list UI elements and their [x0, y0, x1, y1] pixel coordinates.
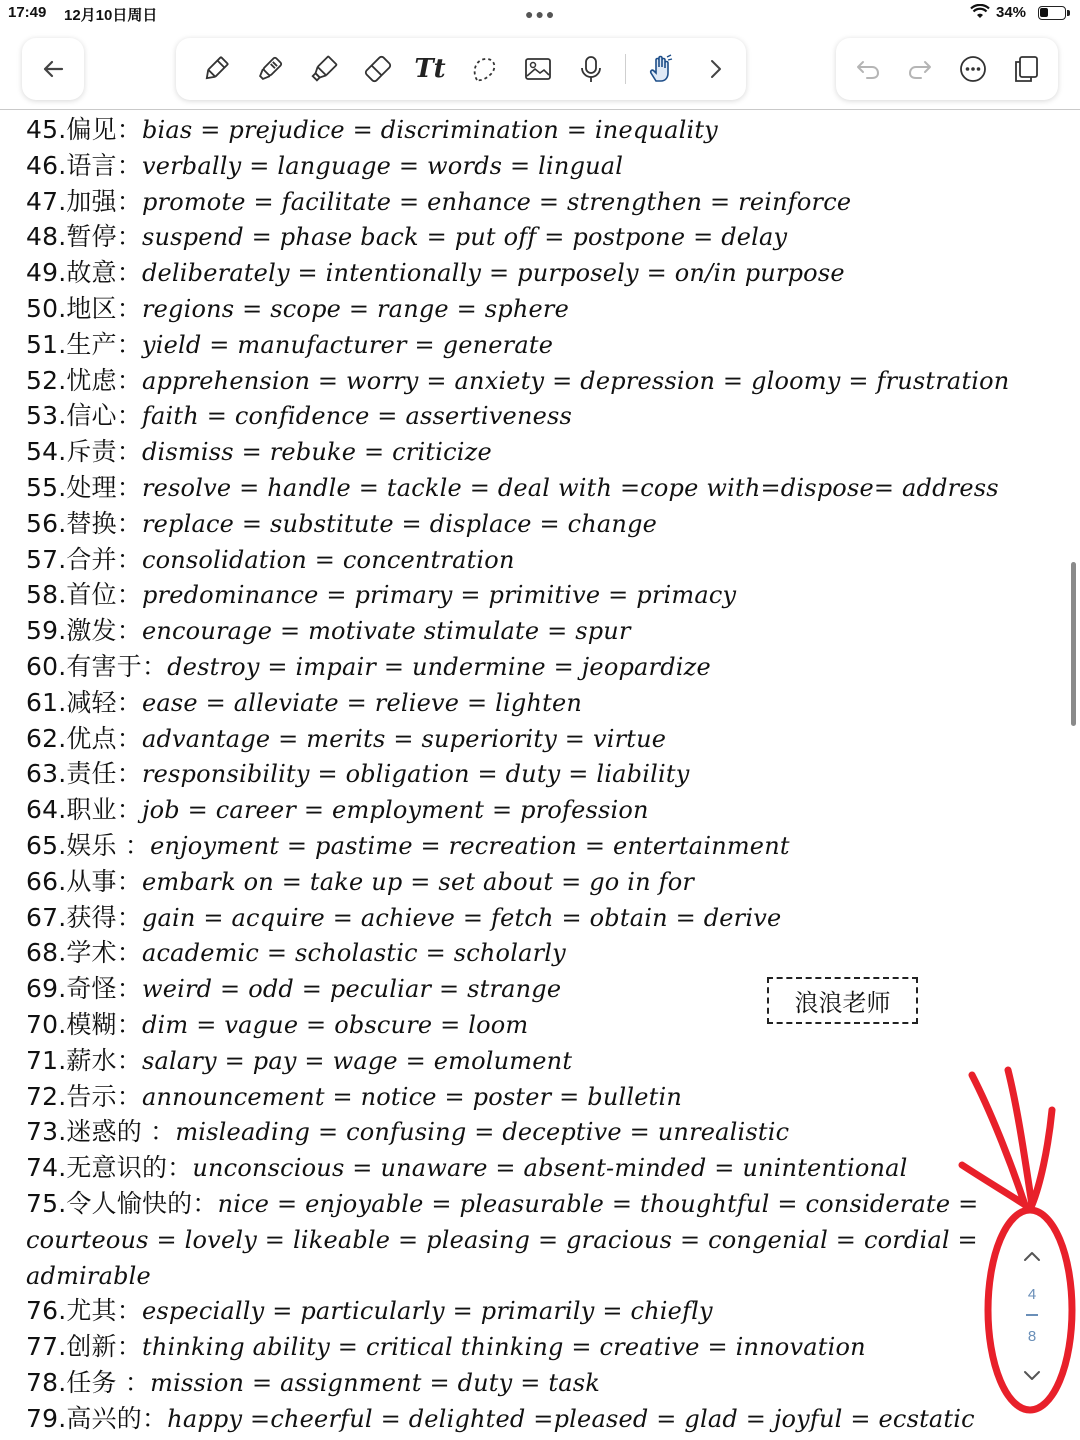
note-line [26, 1079, 1066, 1115]
note-line-synonyms: faith = confidence = assertiveness [141, 402, 573, 431]
note-line-synonyms: ease = alleviate = relieve = lighten [141, 688, 583, 717]
note-line-synonyms: announcement = notice = poster = bulletin [141, 1082, 683, 1111]
scrollbar[interactable] [1071, 562, 1076, 726]
note-line-synonyms: gain = acquire = achieve = fetch = obtain = derive [141, 903, 782, 932]
note-line-term: 78.任务 ： [26, 1367, 151, 1397]
text-tool-icon[interactable] [412, 51, 448, 87]
note-line-synonyms: nice = enjoyable = pleasurable = thoughtful = considerate = [217, 1189, 979, 1218]
note-line-term: 46.语言： [26, 150, 142, 180]
note-line [26, 721, 1066, 757]
note-line-term: 49.故意： [26, 258, 142, 288]
teacher-label: 浪浪老师 [767, 977, 918, 1024]
status-date: 12月10日周日 [64, 7, 158, 24]
note-line-term: 45.偏见： [26, 115, 142, 144]
eraser-icon[interactable] [360, 51, 396, 87]
chevron-right-icon[interactable] [698, 51, 734, 87]
tool-palette [176, 38, 746, 100]
hand-touch-icon[interactable] [642, 51, 678, 87]
note-line [26, 577, 1066, 613]
pencil-icon[interactable] [198, 51, 234, 87]
note-line-term: 70.模糊： [26, 1009, 142, 1039]
battery-nub [1067, 10, 1070, 16]
note-line-term: 69.奇怪： [26, 974, 142, 1004]
note-line-term: 77.创新： [26, 1332, 142, 1362]
note-line-synonyms: academic = scholastic = scholarly [141, 939, 566, 968]
note-line-synonyms: thinking ability = critical thinking = creative = innovation [141, 1333, 866, 1362]
note-line [26, 792, 1066, 828]
note-line [26, 542, 1066, 578]
note-line [26, 255, 1066, 291]
arrow-left-icon [35, 51, 71, 87]
note-line-synonyms: happy =cheerful = delighted =pleased = glad = joyful = ecstatic [167, 1404, 975, 1433]
note-line-term: 55.处理： [26, 472, 142, 502]
note-line-term: 67.获得： [26, 902, 142, 932]
note-line-synonyms: regions = scope = range = sphere [141, 294, 570, 323]
lasso-icon[interactable] [466, 51, 502, 87]
note-line [26, 219, 1066, 255]
note-line-term: 57.合并： [26, 544, 142, 574]
note-line-term: 64.职业： [26, 795, 142, 825]
note-line-synonyms: salary = pay = wage = emolument [141, 1046, 573, 1075]
chevron-up-icon[interactable] [1018, 1242, 1046, 1270]
note-line-term: 48.暂停： [26, 222, 142, 252]
note-line-synonyms: admirable [26, 1261, 151, 1290]
highlighter-icon[interactable] [306, 51, 342, 87]
note-line-term: 50.地区： [26, 293, 142, 323]
note-line-synonyms: responsibility = obligation = duty = liability [141, 760, 690, 789]
note-line-synonyms: job = career = employment = profession [141, 796, 649, 825]
multitasking-dots-icon[interactable]: ●●● [525, 6, 557, 22]
note-line [26, 864, 1066, 900]
note-line-term: 56.替换： [26, 508, 142, 538]
note-line-term: 53.信心： [26, 401, 142, 431]
battery-percent: 34% [996, 4, 1027, 21]
note-line-synonyms: yield = manufacturer = generate [141, 330, 554, 359]
note-line-term: 68.学术： [26, 938, 142, 968]
note-line-synonyms: weird = odd = peculiar = strange [141, 975, 562, 1004]
note-line-term: 65.娱乐 ： [26, 830, 151, 860]
copy-icon[interactable] [1008, 51, 1044, 87]
image-icon[interactable] [520, 51, 556, 87]
note-line-synonyms: apprehension = worry = anxiety = depression = gloomy = frustration [141, 366, 1010, 395]
note-line [26, 291, 1066, 327]
total-pages: 8 [1027, 1328, 1037, 1345]
note-content[interactable] [26, 112, 1066, 1436]
note-line-term: 58.首位： [26, 580, 142, 610]
note-line-synonyms: verbally = language = words = lingual [141, 151, 624, 180]
current-page: 4 [1027, 1286, 1037, 1303]
note-line-synonyms: replace = substitute = displace = change [141, 509, 658, 538]
toolbar-divider [625, 54, 626, 84]
more-icon[interactable] [955, 51, 991, 87]
note-line-synonyms: consolidation = concentration [141, 545, 515, 574]
note-line-synonyms: dim = vague = obscure = loom [141, 1010, 529, 1039]
note-line-term: 75.令人愉快的： [26, 1188, 218, 1218]
note-line [26, 1114, 1066, 1150]
note-line-synonyms: destroy = impair = undermine = jeopardize [167, 652, 711, 681]
note-line-term: 73.迷惑的 ： [26, 1117, 176, 1147]
toolbar [0, 28, 1080, 110]
note-line [26, 613, 1066, 649]
note-line [26, 1365, 1066, 1401]
note-line [26, 900, 1066, 936]
undo-icon[interactable] [850, 51, 886, 87]
note-line-synonyms: unconscious = unaware = absent-minded = unintentional [192, 1154, 908, 1183]
pen-icon[interactable] [252, 51, 288, 87]
text-tool-glyph: Tt [414, 54, 446, 84]
note-line-synonyms: mission = assignment = duty = task [150, 1368, 600, 1397]
note-line-synonyms: predominance = primary = primitive = primacy [141, 581, 737, 610]
note-line-term: 79.高兴的： [26, 1403, 168, 1433]
note-line [26, 935, 1066, 971]
note-line-term: 72.告示： [26, 1081, 142, 1111]
note-line [26, 434, 1066, 470]
note-line-term: 63.责任： [26, 759, 142, 789]
action-bar [836, 38, 1058, 100]
note-line-term: 59.激发： [26, 616, 142, 646]
note-line [26, 398, 1066, 434]
note-line [26, 828, 1066, 864]
note-line-synonyms: embark on = take up = set about = go in for [141, 867, 695, 896]
note-line-term: 76.尤其： [26, 1296, 142, 1326]
note-line [26, 1401, 1066, 1437]
note-line [26, 112, 1066, 148]
page-separator [1026, 1314, 1038, 1316]
page-indicator [1006, 1238, 1058, 1396]
note-line [26, 685, 1066, 721]
battery-level [1040, 8, 1048, 17]
back-button[interactable] [22, 38, 84, 100]
microphone-icon[interactable] [573, 51, 609, 87]
note-line [26, 184, 1066, 220]
note-line [26, 148, 1066, 184]
note-line-synonyms: especially = particularly = primarily = chiefly [141, 1297, 713, 1326]
note-line-synonyms: misleading = confusing = deceptive = unrealistic [175, 1118, 790, 1147]
note-line-synonyms: deliberately = intentionally = purposely = on/in purpose [141, 259, 845, 288]
note-line-term: 47.加强： [26, 186, 142, 216]
note-line-term: 74.无意识的： [26, 1153, 193, 1183]
note-line-synonyms: promote = facilitate = enhance = strengthen = reinforce [141, 187, 852, 216]
note-line [26, 1150, 1066, 1186]
note-line [26, 1043, 1066, 1079]
note-line [26, 756, 1066, 792]
note-line-term: 52.忧虑： [26, 365, 142, 395]
note-line-synonyms: advantage = merits = superiority = virtue [141, 724, 667, 753]
note-line [26, 1222, 1066, 1258]
battery-icon [1038, 6, 1066, 20]
note-line [26, 649, 1066, 685]
note-line-synonyms: encourage = motivate stimulate = spur [141, 617, 631, 646]
note-line-term: 62.优点： [26, 723, 142, 753]
note-line [26, 1186, 1066, 1222]
wifi-icon [970, 4, 990, 24]
status-bar [0, 0, 1080, 28]
note-line-term: 54.斥责： [26, 437, 142, 467]
note-line-synonyms: courteous = lovely = likeable = pleasing = gracious = congenial = cordial = [26, 1225, 978, 1254]
note-line-synonyms: resolve = handle = tackle = deal with =cope with=dispose= address [141, 473, 999, 502]
chevron-down-icon[interactable] [1018, 1362, 1046, 1390]
note-line [26, 327, 1066, 363]
note-line-synonyms: suspend = phase back = put off = postpone = delay [141, 223, 788, 252]
note-line [26, 470, 1066, 506]
note-line-synonyms: bias = prejudice = discrimination = inequality [141, 116, 718, 144]
note-line-term: 60.有害于： [26, 651, 168, 681]
note-line-term: 61.减轻： [26, 687, 142, 717]
note-line-term: 66.从事： [26, 866, 142, 896]
note-line-term: 51.生产： [26, 329, 142, 359]
note-line [26, 363, 1066, 399]
redo-icon[interactable] [902, 51, 938, 87]
note-line-synonyms: dismiss = rebuke = criticize [141, 438, 492, 467]
note-line [26, 1293, 1066, 1329]
note-line [26, 1329, 1066, 1365]
note-line [26, 506, 1066, 542]
note-line-term: 71.薪水： [26, 1045, 142, 1075]
note-line [26, 1258, 1066, 1294]
note-line-synonyms: enjoyment = pastime = recreation = entertainment [150, 831, 790, 860]
status-time: 17:49 [8, 4, 47, 21]
